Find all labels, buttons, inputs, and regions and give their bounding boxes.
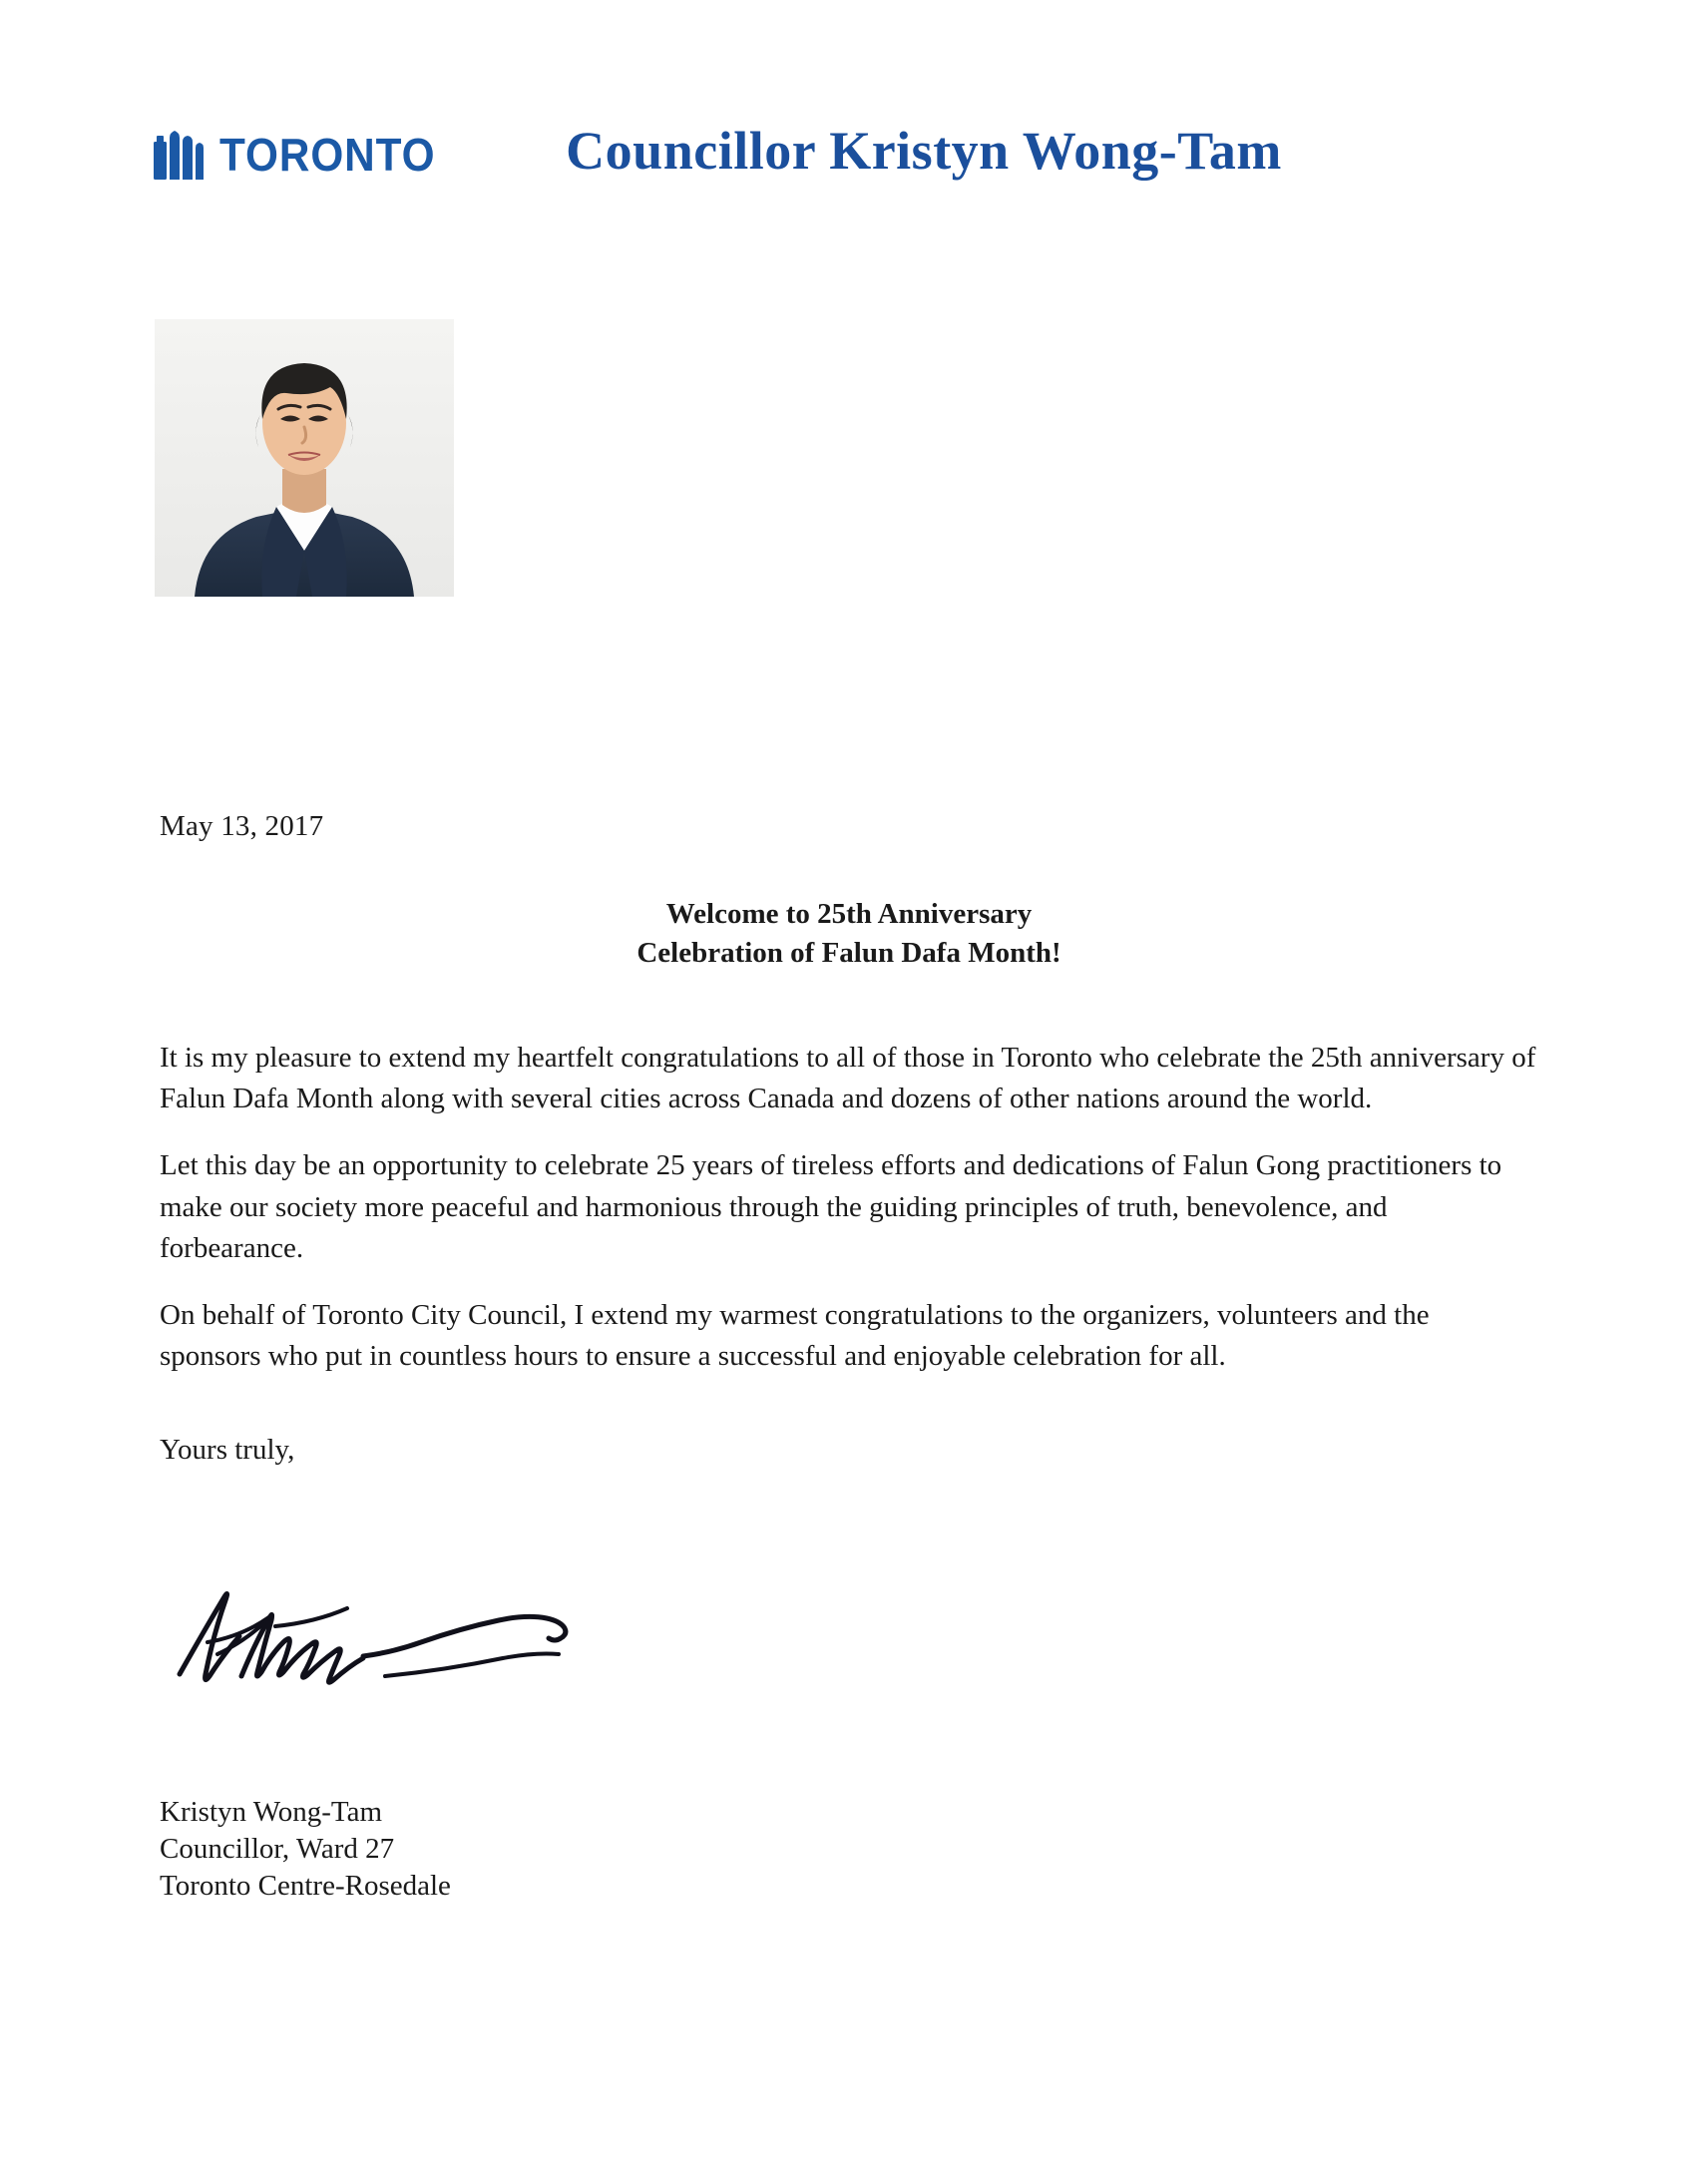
- letter-closing: Yours truly,: [160, 1434, 295, 1466]
- signer-title: Councillor, Ward 27: [160, 1833, 395, 1866]
- letter-date: May 13, 2017: [160, 810, 324, 842]
- letter-paragraph: Let this day be an opportunity to celebrate 25 years of tireless efforts and dedications of Falun Gong practitioners to make our society more peaceful and harmonious through the guiding principles of truth, benevolence, and forbearance.: [160, 1149, 1502, 1264]
- councillor-portrait-photo: [155, 319, 454, 597]
- signature-image: [150, 1556, 619, 1716]
- subject-line-1: Welcome to 25th Anniversary: [665, 898, 1033, 930]
- letter-paragraph: It is my pleasure to extend my heartfelt congratulations to all of those in Toronto who celebrate the 25th anniversary of Falun Dafa Month along with several cities across Canada and dozens of other nations around the world.: [160, 1042, 1536, 1115]
- signer-name: Kristyn Wong-Tam: [160, 1796, 383, 1828]
- signer-ward: Toronto Centre-Rosedale: [160, 1870, 451, 1903]
- letterhead: [0, 121, 1688, 218]
- signature-block: [160, 1794, 451, 1905]
- toronto-logo-wordmark: TORONTO: [219, 129, 436, 181]
- letter-body: [160, 1038, 1536, 1403]
- subject-line-2: Celebration of Falun Dafa Month!: [636, 937, 1061, 970]
- letter-subject: [160, 895, 1538, 973]
- letter-paragraph: On behalf of Toronto City Council, I extend my warmest congratulations to the organizers, volunteers and the sponsors who put in countless hours to ensure a successful and enjoyable celebration for all.: [160, 1298, 1430, 1373]
- page-title: Councillor Kristyn Wong-Tam: [566, 121, 1282, 181]
